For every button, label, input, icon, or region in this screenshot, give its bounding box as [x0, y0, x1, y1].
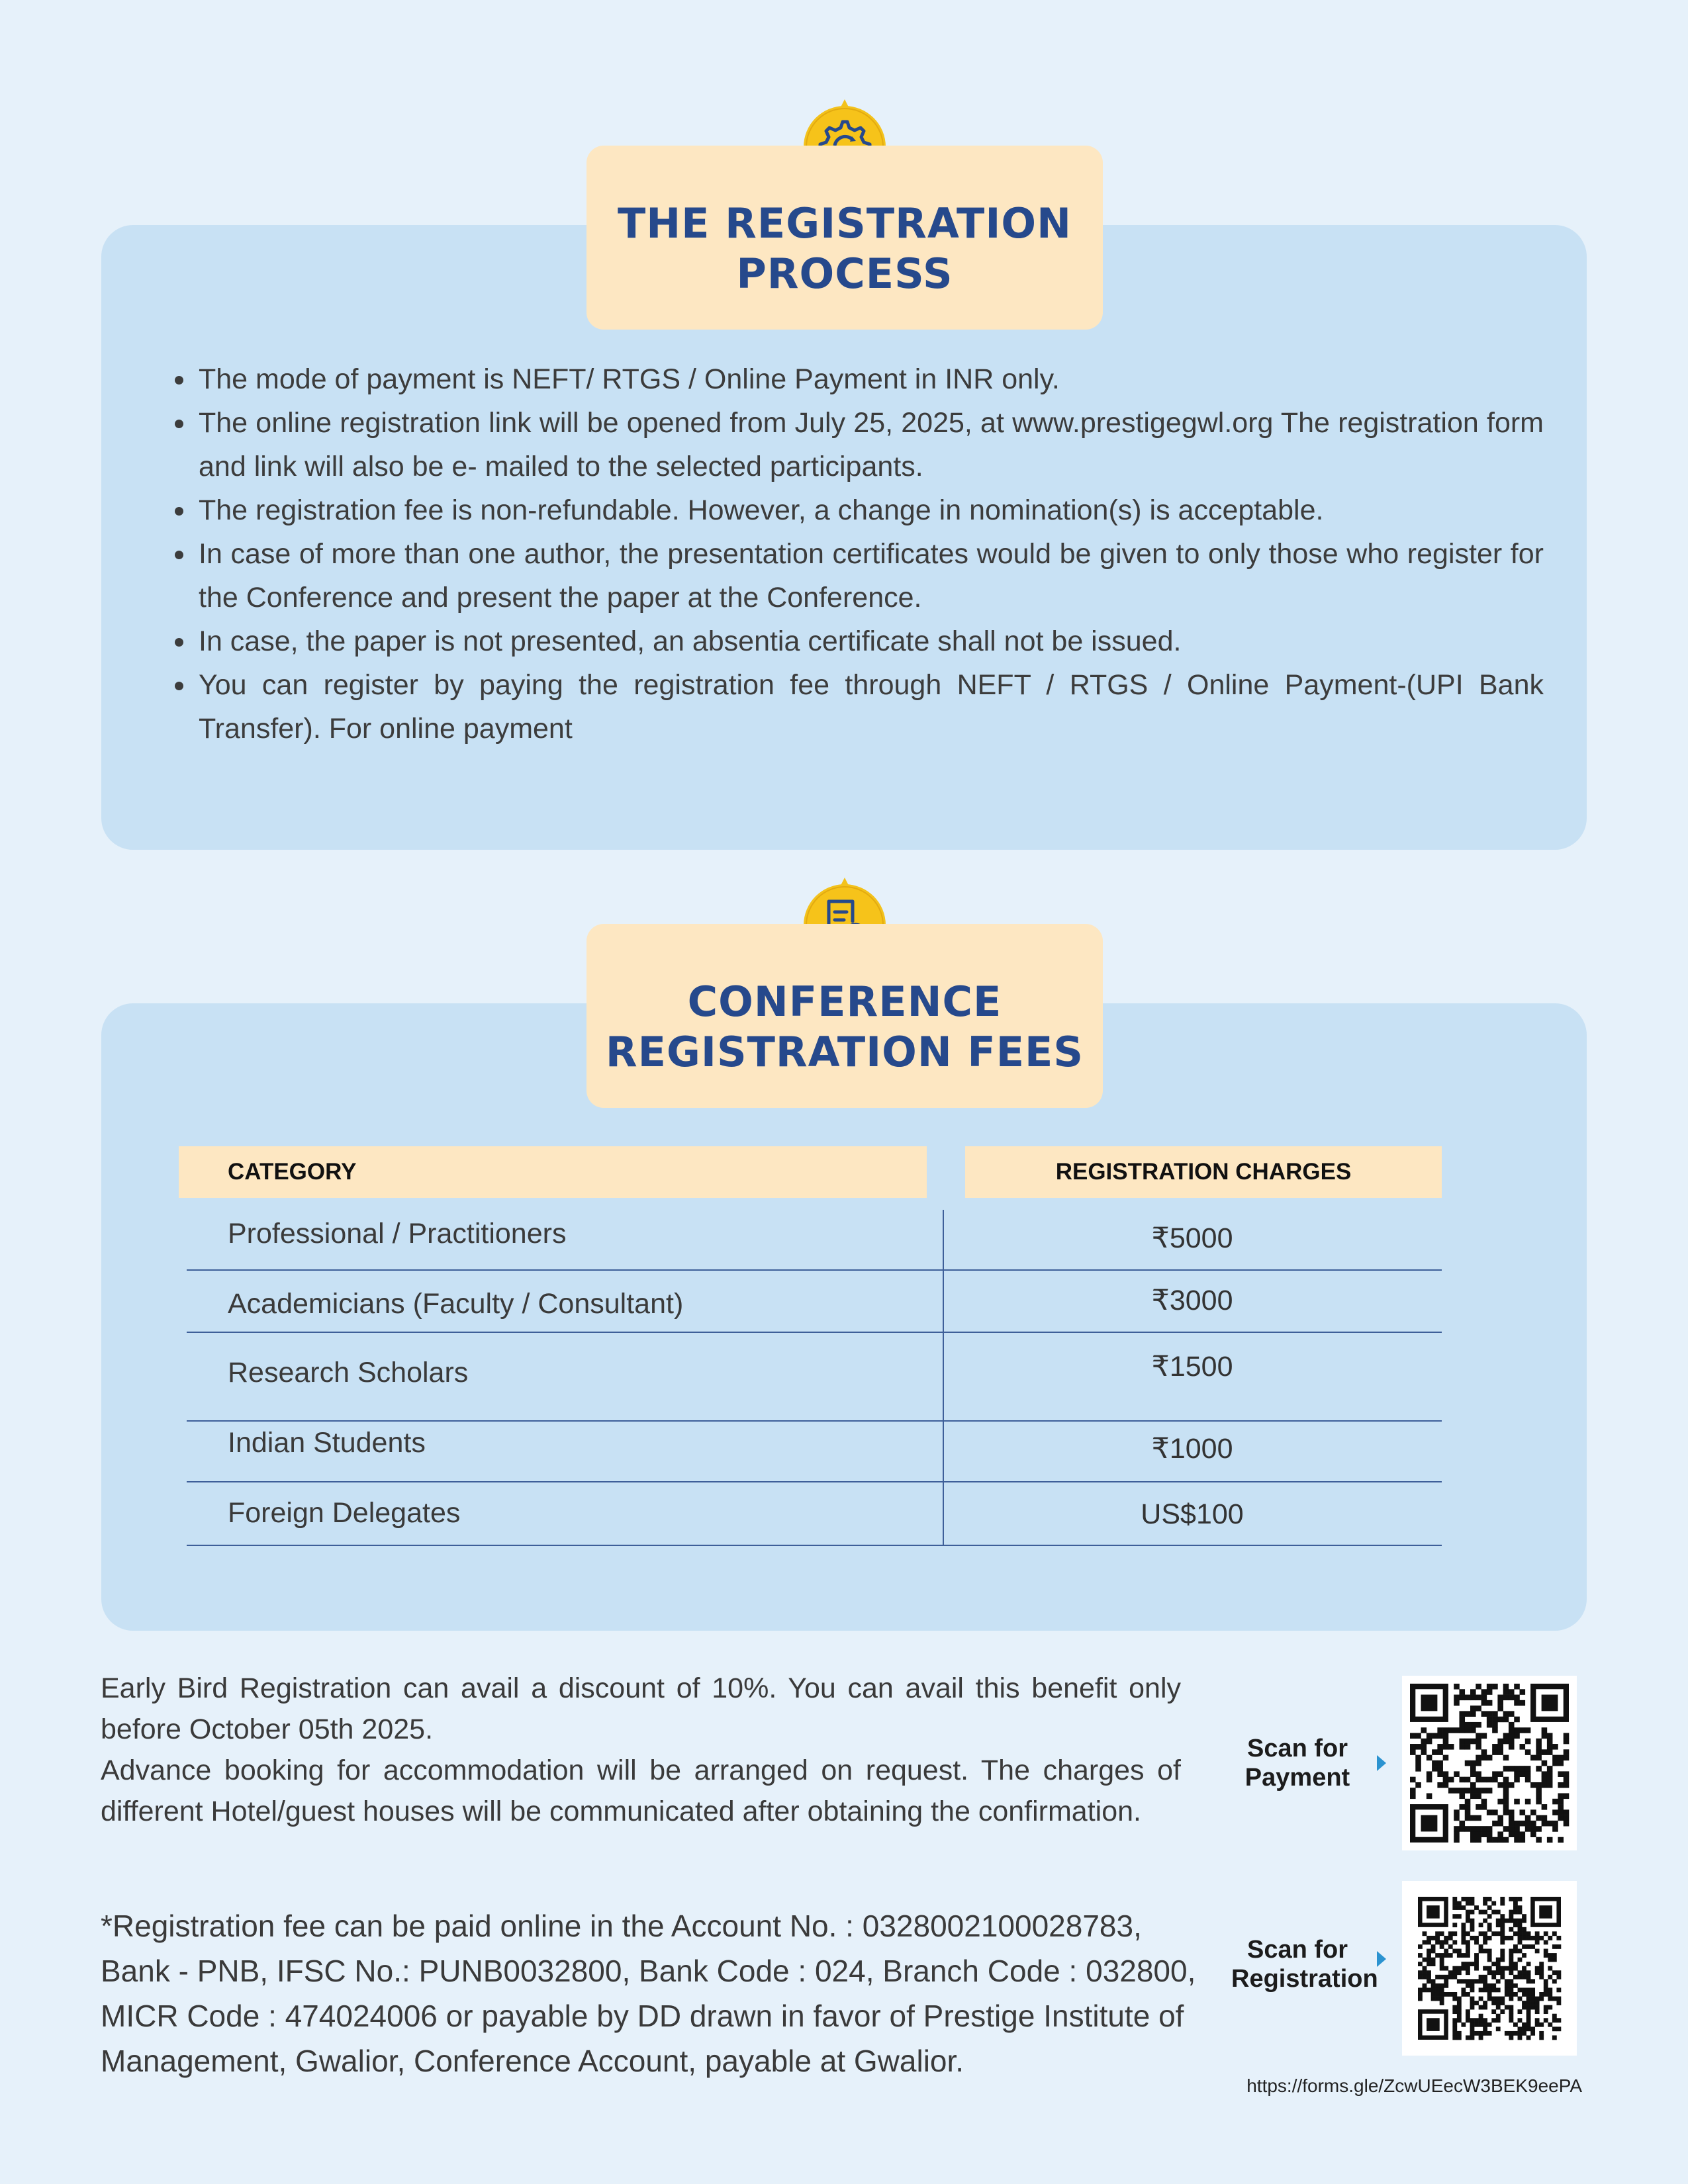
arrow-right-icon [1377, 1951, 1386, 1967]
registration-fees-heading [606, 977, 1084, 1077]
fee-charge: ₹3000 [1151, 1285, 1233, 1316]
scan-label-line: Payment [1244, 1764, 1350, 1792]
early-bird-note [101, 1668, 1181, 1832]
table-row-divider [187, 1332, 1442, 1333]
table-row-divider [187, 1269, 1442, 1271]
table-header-category: CATEGORY [179, 1146, 927, 1198]
list-item: • In case of more than one author, the presentation certificates would be given to only those who register for the Conference and present the paper at the Conference. [196, 532, 1544, 619]
list-item: • You can register by paying the registration fee through NEFT / RTGS / Online Payment-(UPI Bank Transfer). For online payment [196, 663, 1544, 751]
fee-category: Indian Students [228, 1427, 426, 1459]
fee-charge: ₹1500 [1151, 1351, 1233, 1383]
fee-category: Research Scholars [228, 1357, 469, 1388]
accommodation-text: Advance booking for accommodation will be arranged on request. The charges of different Hotel/guest houses will be communicated after obtaining the confirmation. [101, 1754, 1181, 1827]
account-details-note: *Registration fee can be paid online in the Account No. : 0328002100028783, Bank - PNB, IFSC No.: PUNB0032800, Bank Code : 024, Branch Code : 032800, MICR Code : 474024006 or payable by DD drawn in favor of Prestige Institute of Management, Gwalior, Conference Account, payable at Gwalior. [101, 1909, 1196, 2078]
table-header-charges: REGISTRATION CHARGES [965, 1146, 1442, 1198]
registration-process-heading [618, 199, 1072, 299]
title-line-2: REGISTRATION FEES [605, 1028, 1084, 1076]
list-item: • In case, the paper is not presented, an absentia certificate shall not be issued. [196, 619, 1544, 663]
table-row-divider [187, 1420, 1442, 1422]
early-bird-text: Early Bird Registration can avail a discount of 10%. You can avail this benefit only before October 05th 2025. [101, 1672, 1181, 1745]
registration-qr-code[interactable] [1402, 1881, 1577, 2056]
fee-charge: US$100 [1141, 1498, 1244, 1530]
list-item: • The registration fee is non-refundable. However, a change in nomination(s) is acceptable. [196, 488, 1544, 532]
fee-charge: ₹5000 [1151, 1222, 1233, 1254]
scan-label-line: Registration [1231, 1965, 1378, 1993]
fee-charge: ₹1000 [1151, 1433, 1233, 1465]
payment-qr-code[interactable] [1402, 1676, 1577, 1850]
list-item: • The online registration link will be opened from July 25, 2025, at www.prestigegwl.org The registration form and link will also be e- mailed to the selected participants. [196, 401, 1544, 488]
arrow-right-icon [1377, 1755, 1386, 1771]
registration-process-title [586, 146, 1103, 330]
list-item: • The mode of payment is NEFT/ RTGS / Online Payment in INR only. [196, 357, 1544, 401]
scan-label-line: Scan for [1246, 1936, 1348, 1964]
title-line-1: CONFERENCE [687, 978, 1002, 1026]
title-line-2: PROCESS [736, 250, 953, 298]
fee-category: Academicians (Faculty / Consultant) [228, 1288, 684, 1320]
scan-for-registration-label [1231, 1935, 1378, 1993]
registration-url[interactable]: https://forms.gle/ZcwUEecW3BEK9eePA [1246, 2075, 1582, 2096]
table-row-divider [187, 1545, 1442, 1546]
title-line-1: THE REGISTRATION [618, 199, 1072, 248]
process-list [147, 357, 1544, 751]
registration-fees-title [586, 924, 1103, 1108]
scan-for-payment-label [1231, 1734, 1364, 1792]
fee-category: Professional / Practitioners [228, 1218, 567, 1250]
scan-label-line: Scan for [1246, 1735, 1348, 1762]
table-row-divider [187, 1481, 1442, 1482]
fee-category: Foreign Delegates [228, 1497, 461, 1529]
